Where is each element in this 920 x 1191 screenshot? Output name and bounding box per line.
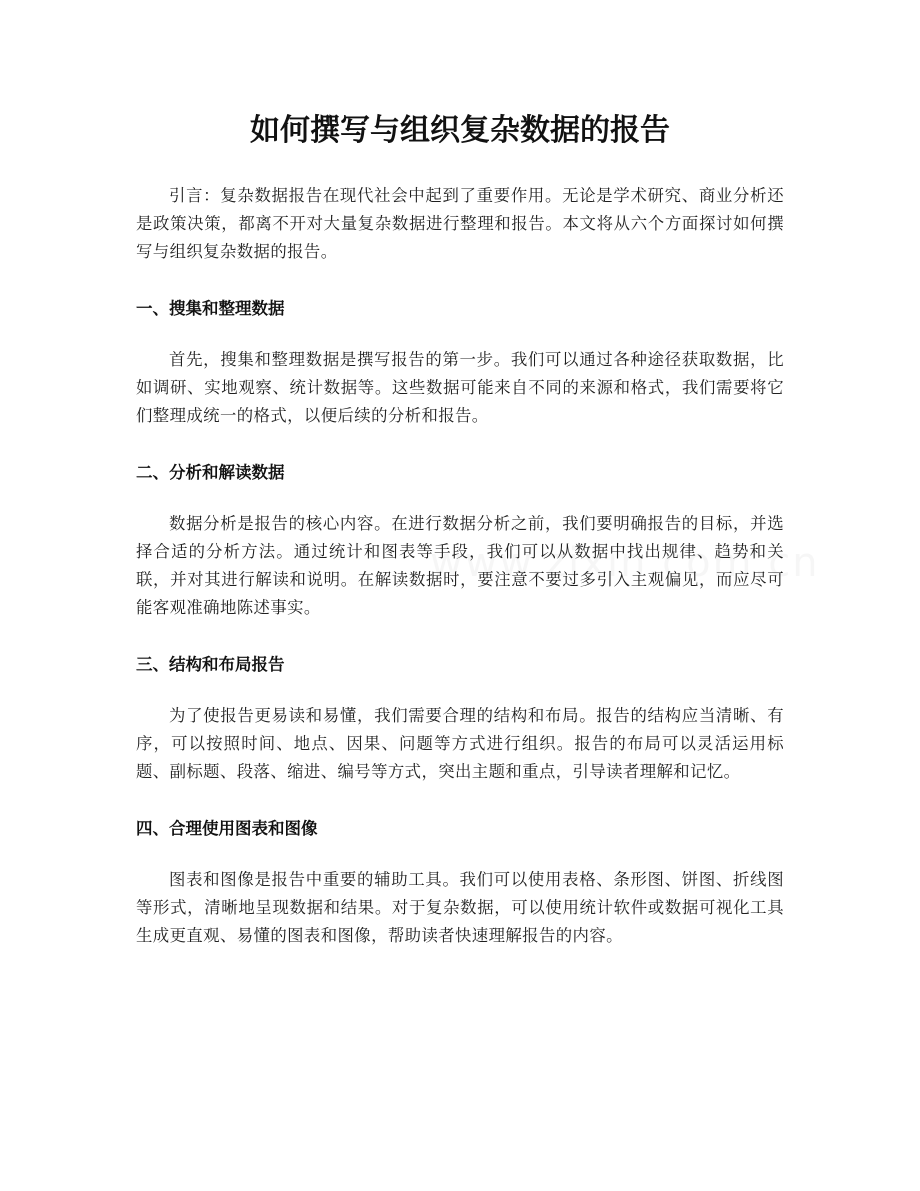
section-paragraph-2: 数据分析是报告的核心内容。在进行数据分析之前，我们要明确报告的目标，并选择合适的分析方法。通过统计和图表等手段，我们可以从数据中找出规律、趋势和关联，并对其进行解读和说明。在解读数据时，要注意不要过多引入主观偏见，而应尽可能客观准确地陈述事实。 — [136, 514, 784, 617]
section-heading-4: 四、合理使用图表和图像 — [136, 819, 318, 838]
section-heading-1: 一、搜集和整理数据 — [136, 299, 285, 318]
intro-paragraph: 引言：复杂数据报告在现代社会中起到了重要作用。无论是学术研究、商业分析还是政策决策，都离不开对大量复杂数据进行整理和报告。本文将从六个方面探讨如何撰写与组织复杂数据的报告。 — [136, 186, 784, 261]
document-title: 如何撰写与组织复杂数据的报告 — [250, 113, 670, 148]
section-heading-3: 三、结构和布局报告 — [136, 655, 285, 674]
section-paragraph-1: 首先，搜集和整理数据是撰写报告的第一步。我们可以通过各种途径获取数据，比如调研、实地观察、统计数据等。这些数据可能来自不同的来源和格式，我们需要将它们整理成统一的格式，以便后续的分析和报告。 — [136, 350, 784, 425]
section-paragraph-4: 图表和图像是报告中重要的辅助工具。我们可以使用表格、条形图、饼图、折线图等形式，清晰地呈现数据和结果。对于复杂数据，可以使用统计软件或数据可视化工具生成更直观、易懂的图表和图像，帮助读者快速理解报告的内容。 — [136, 870, 784, 945]
section-paragraph-3: 为了使报告更易读和易懂，我们需要合理的结构和布局。报告的结构应当清晰、有序，可以按照时间、地点、因果、问题等方式进行组织。报告的布局可以灵活运用标题、副标题、段落、缩进、编号等方式，突出主题和重点，引导读者理解和记忆。 — [136, 706, 784, 781]
document-body — [136, 182, 784, 950]
section-heading-2: 二、分析和解读数据 — [136, 463, 285, 482]
